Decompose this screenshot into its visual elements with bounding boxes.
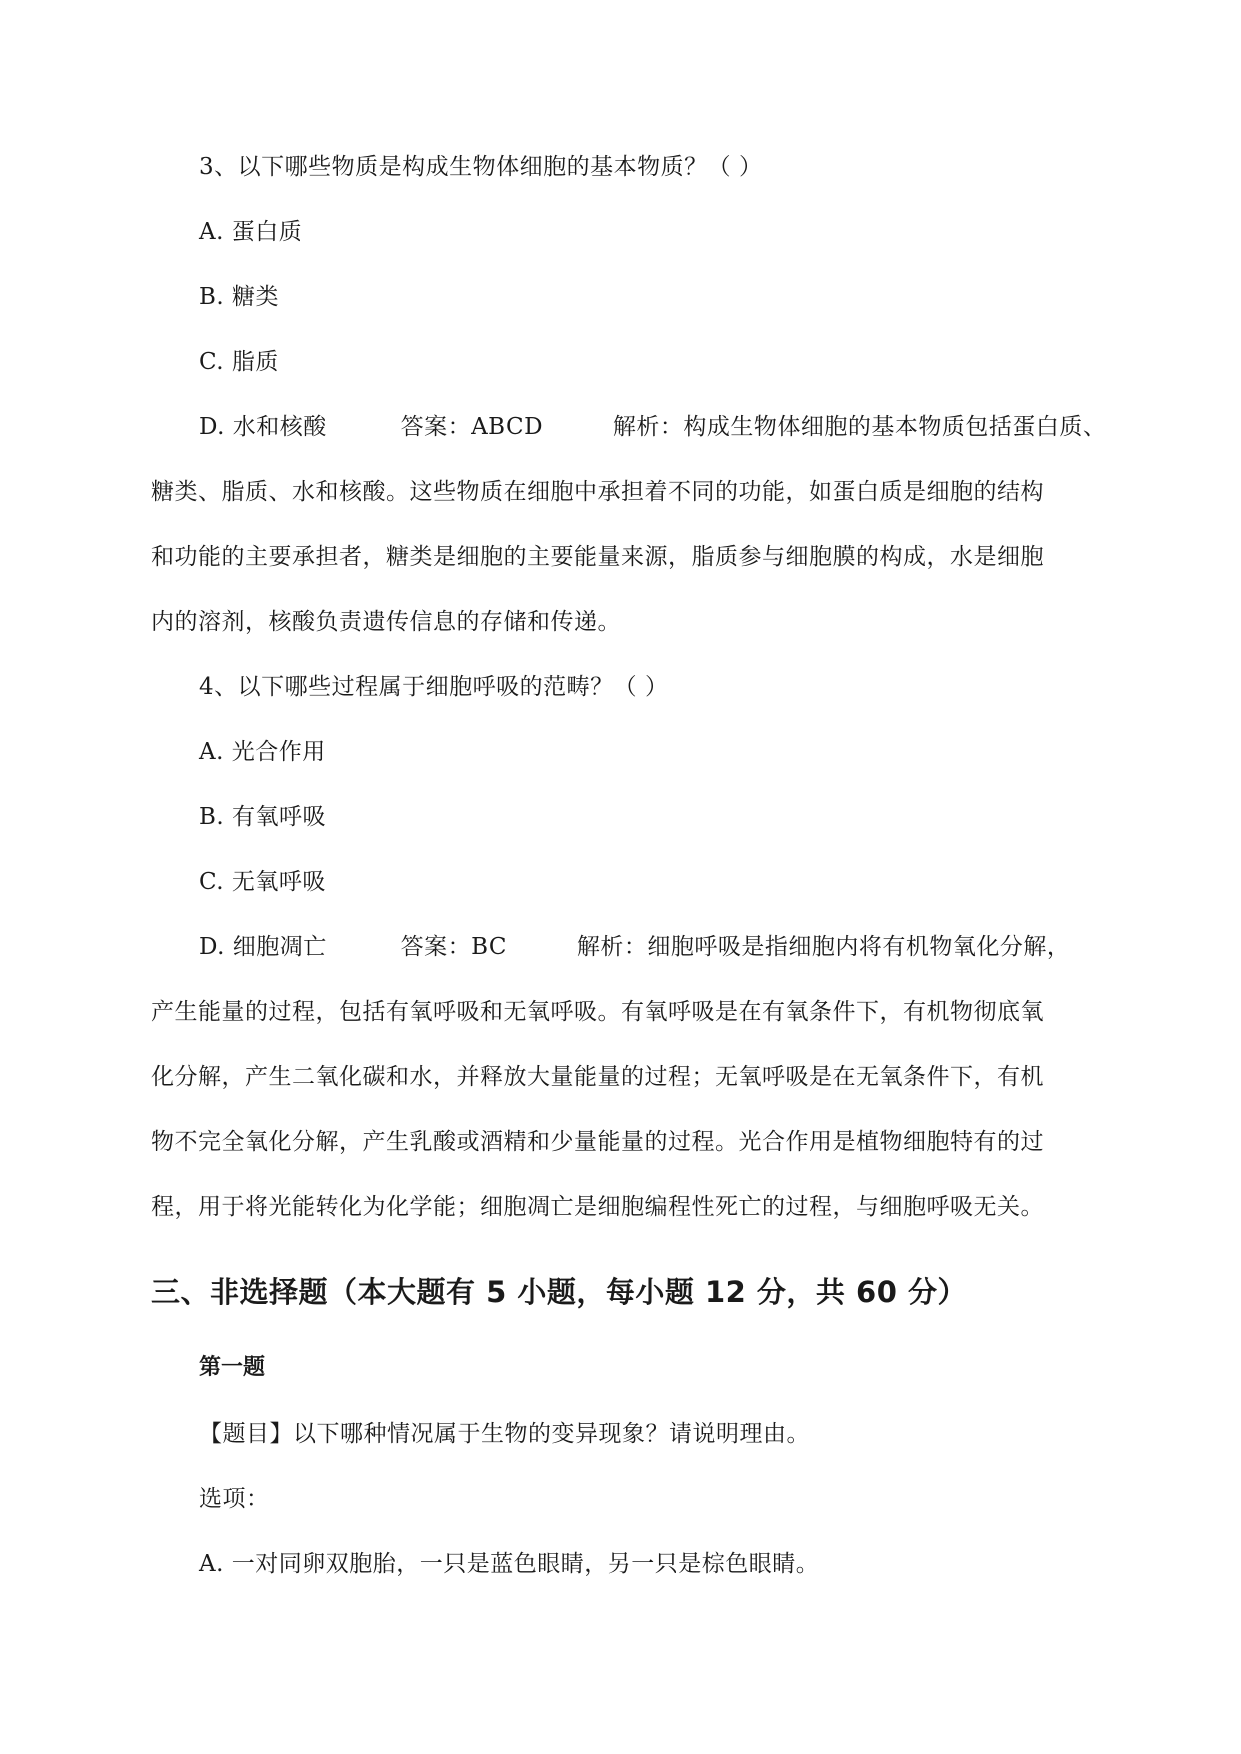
question-4-option-d-row <box>199 932 1070 962</box>
question-4-option-a: A. 光合作用 <box>199 739 326 765</box>
question-3-stem: 3、以下哪些物质是构成生物体细胞的基本物质？（ ） <box>199 154 763 180</box>
question-4-option-b: B. 有氧呼吸 <box>199 804 327 830</box>
question-3-option-d: D. 水和核酸 <box>199 414 327 440</box>
question-3-answer: 答案：ABCD <box>400 414 544 440</box>
question-3-option-d-row <box>199 412 1106 442</box>
first-question-options-label: 选项： <box>199 1486 270 1512</box>
question-3-option-b: B. 糖类 <box>199 284 280 310</box>
question-4-explanation-line: 产生能量的过程，包括有氧呼吸和无氧呼吸。有氧呼吸是在有氧条件下，有机物彻底氧 <box>151 999 1044 1025</box>
question-3-explanation-start: 解析：构成生物体细胞的基本物质包括蛋白质、 <box>612 414 1107 440</box>
question-4-option-d: D. 细胞凋亡 <box>199 934 327 960</box>
section-heading: 三、非选择题（本大题有 5 小题，每小题 12 分，共 60 分） <box>151 1275 967 1309</box>
question-4-answer: 答案：BC <box>400 934 507 960</box>
question-3-explanation-line: 内的溶剂，核酸负责遗传信息的存储和传递。 <box>151 609 621 635</box>
question-3-explanation-line: 糖类、脂质、水和核酸。这些物质在细胞中承担着不同的功能，如蛋白质是细胞的结构 <box>151 479 1044 505</box>
first-question-option-a: A. 一对同卵双胞胎，一只是蓝色眼睛，另一只是棕色眼睛。 <box>199 1551 820 1577</box>
question-3-option-c: C. 脂质 <box>199 349 279 375</box>
question-4-explanation-line: 物不完全氧化分解，产生乳酸或酒精和少量能量的过程。光合作用是植物细胞特有的过 <box>151 1129 1044 1155</box>
first-question-title: 第一题 <box>199 1355 266 1380</box>
question-4-option-c: C. 无氧呼吸 <box>199 869 326 895</box>
question-3-option-a: A. 蛋白质 <box>199 219 303 245</box>
question-3-explanation-line: 和功能的主要承担者，糖类是细胞的主要能量来源，脂质参与细胞膜的构成，水是细胞 <box>151 544 1044 570</box>
question-4-explanation-line: 化分解，产生二氧化碳和水，并释放大量能量的过程；无氧呼吸是在无氧条件下，有机 <box>151 1064 1044 1090</box>
question-4-explanation-start: 解析：细胞呼吸是指细胞内将有机物氧化分解， <box>576 934 1071 960</box>
question-4-explanation-line: 程，用于将光能转化为化学能；细胞凋亡是细胞编程性死亡的过程，与细胞呼吸无关。 <box>151 1194 1044 1220</box>
question-4-stem: 4、以下哪些过程属于细胞呼吸的范畴？（ ） <box>199 674 669 700</box>
first-question-prompt: 【题目】以下哪种情况属于生物的变异现象？请说明理由。 <box>199 1421 810 1447</box>
